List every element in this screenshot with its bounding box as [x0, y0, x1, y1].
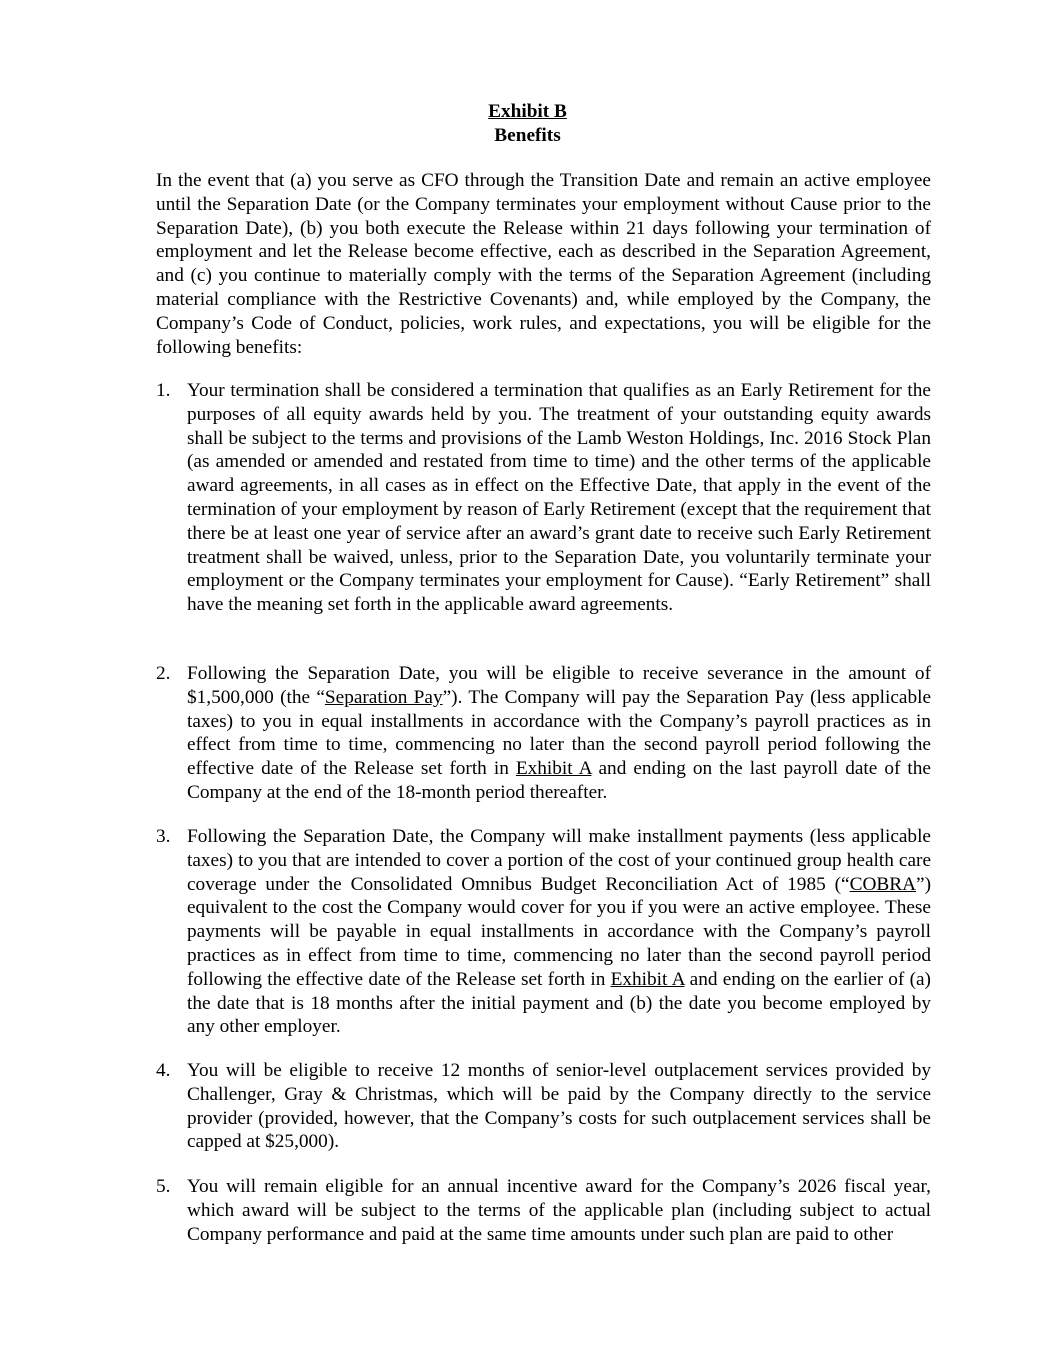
text-segment: and ending on the earlier of (a) the date that is 18 months after the initial payment and (b) the date you become employed by any other employer.: [187, 968, 931, 1038]
exhibit-a-reference: Exhibit A: [610, 968, 685, 990]
list-item-text: You will be eligible to receive 12 months of senior-level outplacement services provided by Challenger, Gray & Christmas, which will be paid by the Company directly to the service provider (provided, however, that the Company’s costs for such outplacement services shall be capped at $25,000).: [187, 1060, 931, 1153]
intro-paragraph: In the event that (a) you serve as CFO through the Transition Date and remain an active employee until the Separation Date (or the Company terminates your employment without Cause prior to the Separation Date), (b) you both execute the Release within 21 days following your termination of employment and let the Release become effective, each as described in the Separation Agreement, and (c) you continue to materially comply with the terms of the Separation Agreement (including material compliance with the Restrictive Covenants) and, while employed by the Company, the Company’s Code of Conduct, policies, work rules, and expectations, you will be eligible for the following benefits:: [156, 170, 931, 358]
list-item-text: [187, 825, 931, 1039]
text-segment: ”) equivalent to the cost the Company would cover for you if you were an active employee. These payments will be payable in equal installments in accordance with the Company’s payroll practices as in effect from time to time, commencing no later than the second payroll period following the effective date of the Release set forth in: [187, 873, 931, 990]
list-item-text: [187, 662, 931, 805]
text-segment: and ending on the last payroll date of the Company at the end of the 18-month period thereafter.: [187, 758, 931, 803]
exhibit-a-reference: Exhibit A: [515, 758, 592, 780]
defined-term-cobra: COBRA: [849, 873, 917, 895]
text-segment: Following the Separation Date, you will be eligible to receive severance in the amount of $1,500,000 (the “: [187, 663, 931, 708]
list-item-number: 1.: [156, 380, 171, 401]
list-item: [156, 1059, 931, 1154]
list-item-number: 3.: [156, 826, 171, 847]
list-item: [156, 662, 931, 805]
list-item: [156, 1175, 931, 1246]
list-item-number: 4.: [156, 1060, 171, 1081]
list-item-text: You will remain eligible for an annual incentive award for the Company’s 2026 fiscal year, which award will be subject to the terms of the applicable plan (including subject to actual Company performance and paid at the same time amounts under such plan are paid to other: [187, 1176, 931, 1245]
list-item: [156, 825, 931, 1039]
list-item: [156, 379, 931, 617]
benefits-title: Benefits: [494, 125, 561, 146]
exhibit-title: Exhibit B: [488, 101, 567, 122]
list-item-number: 2.: [156, 663, 171, 684]
defined-term-separation-pay: Separation Pay: [324, 686, 443, 708]
list-item-number: 5.: [156, 1176, 171, 1197]
list-item-text: Your termination shall be considered a termination that qualifies as an Early Retirement for the purposes of all equity awards held by you. The treatment of your outstanding equity awards shall be subject to the terms and provisions of the Lamb Weston Holdings, Inc. 2016 Stock Plan (as amended or amended and restated from time to time) and the other terms of the applicable award agreements, in all cases as in effect on the Effective Date, that apply in the event of the termination of your employment by reason of Early Retirement (except that the requirement that there be at least one year of service after an award’s grant date to receive such Early Retirement treatment shall be waived, unless, prior to the Separation Date, you voluntarily terminate your employment or the Company terminates your employment for Cause). “Early Retirement” shall have the meaning set forth in the applicable award agreements.: [187, 380, 931, 616]
text-segment: Following the Separation Date, the Company will make installment payments (less applicable taxes) to you that are intended to cover a portion of the cost of your continued group health care coverage under the Consolidated Omnibus Budget Reconciliation Act of 1985 (“: [187, 826, 931, 895]
text-segment: ”). The Company will pay the Separation Pay (less applicable taxes) to you in equal installments in accordance with the Company’s payroll practices as in effect from time to time, commencing no later than the second payroll period following the effective date of the Release set forth in: [187, 686, 932, 780]
